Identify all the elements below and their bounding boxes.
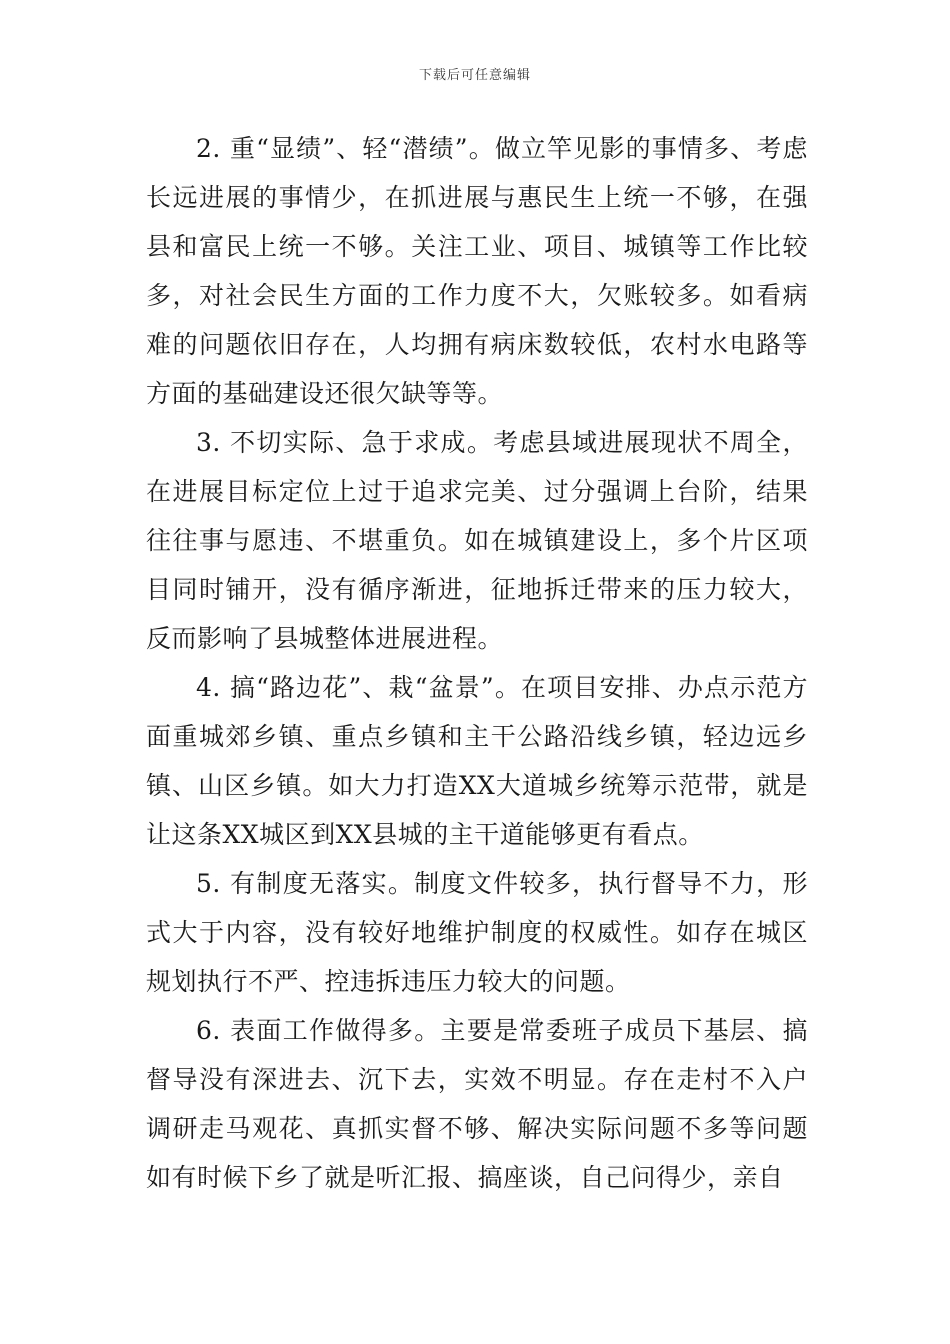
- document-body: [146, 124, 808, 1202]
- paragraph-6: 6. 表面工作做得多。主要是常委班子成员下基层、搞督导没有深进去、沉下去，实效不明显。存在走村不入户调研走马观花、真抓实督不够、解决实际问题不多等问题如有时候下乡了就是听汇报、搞座谈，自己问得少，亲自: [146, 1016, 808, 1192]
- paragraph-2: 2. 重“显绩”、轻“潜绩”。做立竿见影的事情多、考虑长远进展的事情少，在抓进展与惠民生上统一不够，在强县和富民上统一不够。关注工业、项目、城镇等工作比较多，对社会民生方面的工作力度不大，欠账较多。如看病难的问题依旧存在，人均拥有病床数较低，农村水电路等方面的基础建设还很欠缺等等。: [146, 134, 808, 408]
- paragraph-5: 5. 有制度无落实。制度文件较多，执行督导不力，形式大于内容，没有较好地维护制度的权威性。如存在城区规划执行不严、控违拆违压力较大的问题。: [146, 869, 808, 996]
- paragraph-3: 3. 不切实际、急于求成。考虑县域进展现状不周全，在进展目标定位上过于追求完美、过分强调上台阶，结果往往事与愿违、不堪重负。如在城镇建设上，多个片区项目同时铺开，没有循序渐进，征地拆迁带来的压力较大，反而影响了县城整体进展进程。: [146, 428, 808, 653]
- page-header: 下载后可任意编辑: [418, 68, 531, 83]
- paragraph-4: 4. 搞“路边花”、栽“盆景”。在项目安排、办点示范方面重城郊乡镇、重点乡镇和主干公路沿线乡镇，轻边远乡镇、山区乡镇。如大力打造XX大道城乡统筹示范带，就是让这条XX城区到XX县城的主干道能够更有看点。: [146, 673, 808, 849]
